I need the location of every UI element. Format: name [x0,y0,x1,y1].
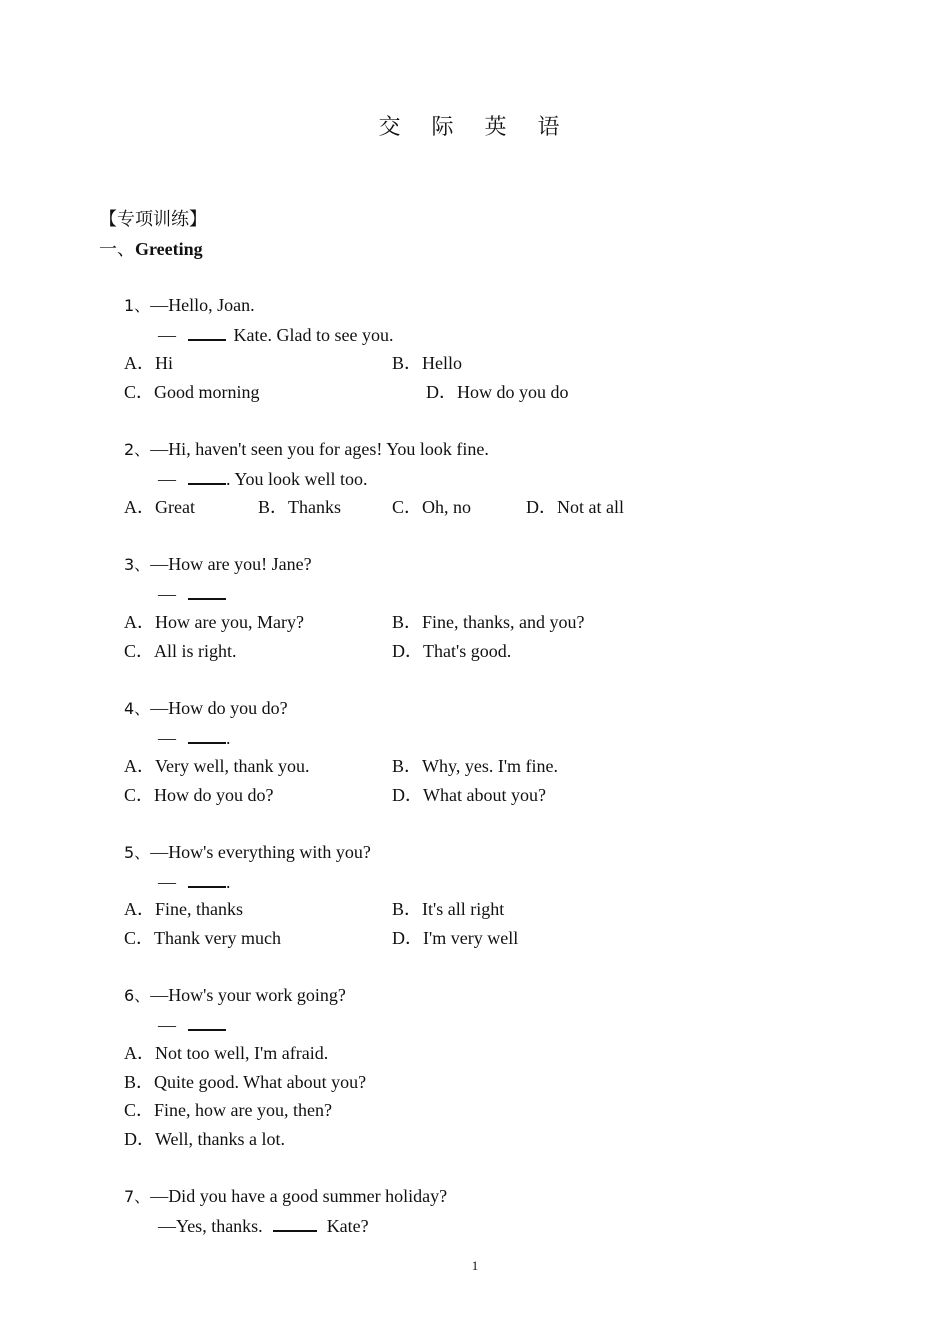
answer-blank[interactable] [188,467,226,485]
answer-blank[interactable] [273,1214,317,1232]
question-3-prompt [124,553,312,576]
option[interactable]: B．It's all right [392,899,505,919]
option[interactable]: A．Fine, thanks [124,899,243,919]
question-text: —How do you do? [150,698,288,718]
option[interactable]: B．Quite good. What about you? [124,1072,367,1092]
option[interactable]: D．Not at all [526,497,624,517]
option[interactable]: D．I'm very well [392,928,519,948]
reply-dash: — [158,584,176,604]
option[interactable]: C．Thank very much [124,928,281,948]
question-6-reply [158,1013,229,1036]
question-text: —Did you have a good summer holiday? [150,1186,448,1206]
question-text: —How's everything with you? [150,842,371,862]
answer-blank[interactable] [188,870,226,888]
option[interactable]: A．Great [124,497,195,517]
section-heading [99,235,203,261]
reply-text-prefix: —Yes, thanks. [158,1216,263,1236]
option[interactable]: D．What about you? [392,785,546,805]
option[interactable]: C．Oh, no [392,497,472,517]
option[interactable]: B．Fine, thanks, and you? [392,612,585,632]
option[interactable]: D．That's good. [392,641,512,661]
option[interactable]: A．Hi [124,353,173,373]
question-3-reply [158,582,229,605]
option[interactable]: B．Hello [392,353,462,373]
option[interactable]: B．Why, yes. I'm fine. [392,756,559,776]
reply-text: . [226,728,231,748]
section-title: Greeting [135,239,203,259]
reply-dash: — [158,325,176,345]
question-7-reply [158,1214,369,1237]
section-number: 一、 [99,239,135,260]
option[interactable]: A．Very well, thank you. [124,756,310,776]
question-1-prompt [124,294,255,317]
question-text: —Hi, haven't seen you for ages! You look fine. [150,439,489,459]
question-number: 6、 [124,986,151,1005]
question-number: 5、 [124,843,151,862]
document-title: 交 际 英 语 [378,115,572,140]
question-text: —How's your work going? [150,985,346,1005]
question-number: 4、 [124,699,151,718]
question-4-prompt [124,697,288,720]
reply-text: Kate. Glad to see you. [233,325,394,345]
option[interactable]: C．Fine, how are you, then? [124,1100,332,1120]
question-6-prompt [124,984,346,1007]
question-number: 7、 [124,1187,151,1206]
question-4-reply [158,726,231,749]
option[interactable]: A．How are you, Mary? [124,612,304,632]
reply-text: Kate? [326,1216,369,1236]
answer-blank[interactable] [188,582,226,600]
question-text: —How are you! Jane? [150,554,312,574]
option[interactable]: D．Well, thanks a lot. [124,1129,286,1149]
option[interactable]: C．All is right. [124,641,237,661]
reply-dash: — [158,1015,176,1035]
option[interactable]: A．Not too well, I'm afraid. [124,1043,329,1063]
answer-blank[interactable] [188,323,226,341]
section-tag: 【专项训练】 [99,209,207,230]
question-text: —Hello, Joan. [150,295,255,315]
option[interactable]: C．How do you do? [124,785,274,805]
question-2-reply [158,467,368,490]
answer-blank[interactable] [188,1013,226,1031]
reply-text: . You look well too. [226,469,368,489]
option[interactable]: B．Thanks [258,497,341,517]
question-2-prompt [124,438,489,461]
question-number: 2、 [124,440,151,459]
option[interactable]: C．Good morning [124,382,260,402]
reply-dash: — [158,728,176,748]
reply-text: . [226,872,231,892]
question-number: 1、 [124,296,151,315]
answer-blank[interactable] [188,726,226,744]
question-number: 3、 [124,555,151,574]
question-7-prompt [124,1185,447,1208]
question-1-reply [158,323,393,346]
question-5-prompt [124,841,371,864]
reply-dash: — [158,872,176,892]
option[interactable]: D．How do you do [426,382,569,402]
question-5-reply [158,870,231,893]
page-number: 1 [471,1258,479,1273]
reply-dash: — [158,469,176,489]
